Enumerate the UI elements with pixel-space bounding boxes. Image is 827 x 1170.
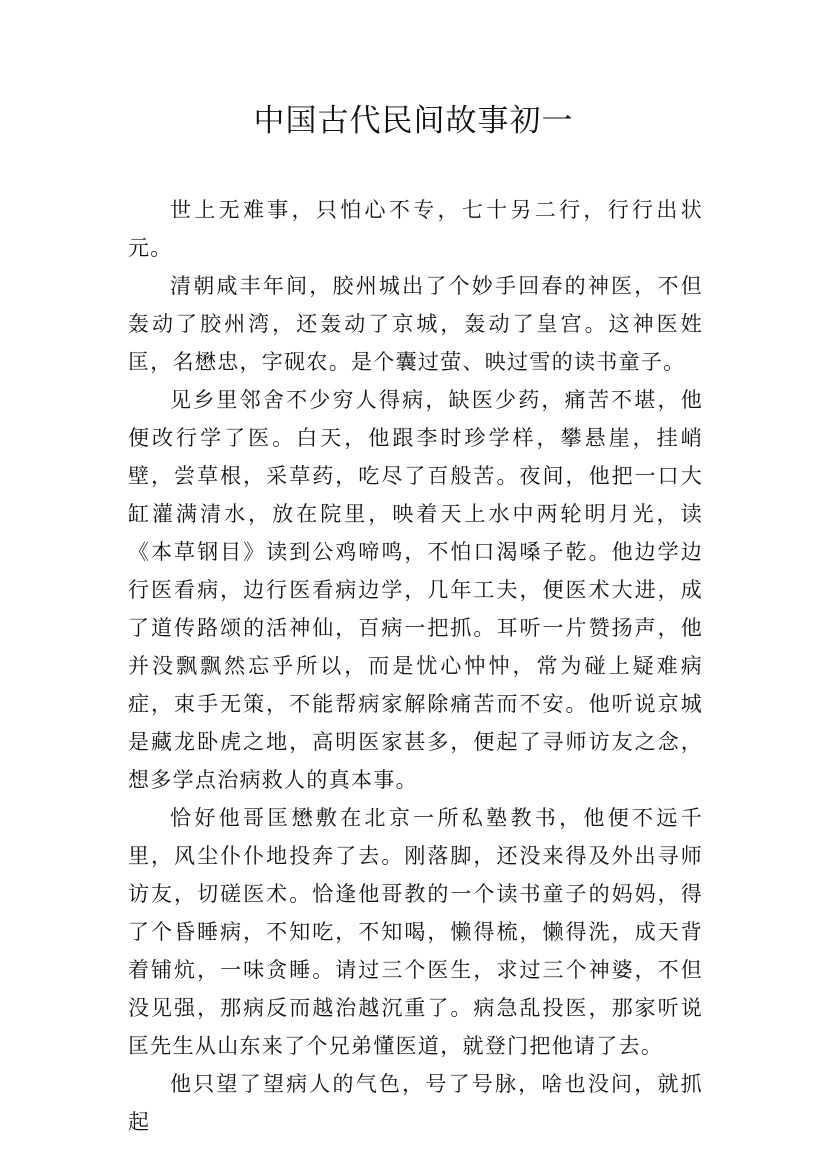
paragraph-1: 世上无难事，只怕心不专，七十另二行，行行出状元。 bbox=[128, 198, 703, 260]
document-title: 中国古代民间故事初一 bbox=[253, 103, 574, 139]
paragraph-2: 清朝咸丰年间，胶州城出了个妙手回春的神医，不但轰动了胶州湾，还轰动了京城，轰动了皇宫。这神医姓匡，名懋忠，字砚农。是个囊过萤、映过雪的读书童子。 bbox=[128, 274, 703, 374]
document-body bbox=[128, 191, 703, 1141]
paragraph-3: 见乡里邻舍不少穷人得病，缺医少药，痛苦不堪，他便改行学了医。白天，他跟李时珍学样，攀悬崖，挂峭壁，尝草根，采草药，吃尽了百般苦。夜间，他把一口大缸灌满清水，放在院里，映着天上水中两轮明月光，读《本草钢目》读到公鸡啼鸣，不怕口渴嗓子乾。他边学边行医看病，边行医看病边学，几年工夫，便医术大进，成了道传路颂的活神仙，百病一把抓。耳听一片赞扬声，他并没飘飘然忘乎所以，而是忧心忡忡，常为碰上疑难病症，束手无策，不能帮病家解除痛苦而不安。他听说京城是藏龙卧虎之地，高明医家甚多，便起了寻师访友之念，想多学点治病救人的真本事。 bbox=[128, 388, 703, 792]
paragraph-4: 恰好他哥匡懋敷在北京一所私塾教书，他便不远千里，风尘仆仆地投奔了去。刚落脚，还没来得及外出寻师访友，切磋医术。恰逢他哥教的一个读书童子的妈妈，得了个昏睡病，不知吃，不知喝，懒得梳，懒得洗，成天背着铺炕，一味贪睡。请过三个医生，求过三个神婆，不但没见强，那病反而越治越沉重了。病急乱投医，那家听说匡先生从山东来了个兄弟懂医道，就登门把他请了去。 bbox=[128, 806, 703, 1058]
paragraph-5: 他只望了望病人的气色，号了号脉，啥也没问，就抓起 bbox=[128, 1072, 703, 1134]
